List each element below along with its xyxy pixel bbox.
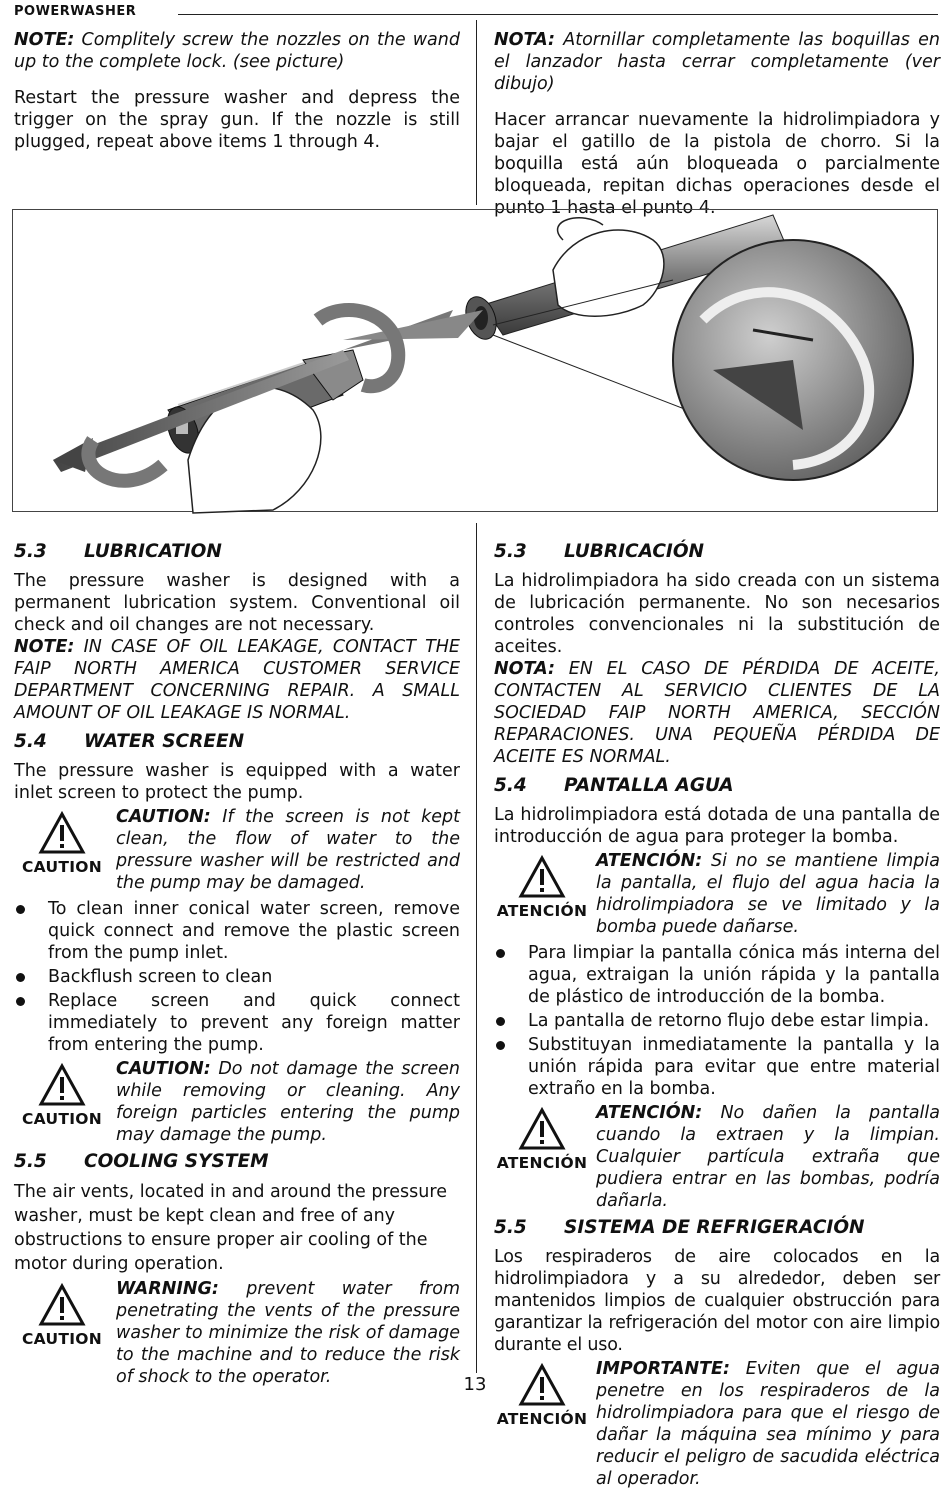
document-header: POWERWASHER	[14, 4, 137, 19]
top-left-column	[14, 29, 460, 159]
atencion-text	[596, 1102, 940, 1212]
warning-label: WARNING:	[116, 1279, 219, 1299]
note-label: NOTE:	[14, 30, 75, 50]
atencion-block	[494, 850, 940, 938]
nota-label: NOTA:	[494, 659, 555, 679]
importante-label: IMPORTANTE:	[596, 1359, 730, 1379]
atencion-icon-label: ATENCIÓN	[496, 902, 588, 920]
note-text: IN CASE OF OIL LEAKAGE, CONTACT THE FAIP NORTH AMERICA CUSTOMER SERVICE DEPARTMENT CONCERNING REPAIR. A SMALL AMOUNT OF OIL LEAKAGE IS NORMAL.	[14, 637, 460, 723]
lubrication-text: The pressure washer is designed with a permanent lubrication system. Conventional oil check and oil changes are not necessary.	[14, 571, 460, 635]
cooling-text: The air vents, located in and around the pressure washer, must be kept clean and free of any obstructions to ensure proper air cooling of the motor during operation.	[14, 1182, 447, 1274]
section-title: WATER SCREEN	[84, 731, 245, 752]
column-divider-top	[476, 20, 477, 205]
section-5-5-heading	[14, 1150, 460, 1174]
section-5-3-heading	[14, 540, 460, 564]
nozzle-screw-illustration-icon	[13, 210, 939, 513]
top-right-column	[494, 29, 940, 225]
atencion-label: ATENCIÓN:	[596, 851, 703, 871]
reiniciar-paragraph: Hacer arrancar nuevamente la hidrolimpiadora y bajar el gatillo de la pistola de chorro. Si la boquilla está aún bloqueada o parcialmente bloqueada, repitan dichas operaciones desde el punto 1 hasta el punto 4.	[494, 110, 940, 218]
warning-triangle-icon	[519, 856, 565, 898]
restart-paragraph: Restart the pressure washer and depress the trigger on the spray gun. If the nozzle is still plugged, repeat above items 1 through 4.	[14, 88, 460, 152]
left-column	[14, 534, 460, 1392]
section-number: 5.5	[14, 1151, 47, 1172]
section-number: 5.3	[14, 541, 47, 562]
caution-body: If the screen is not kept clean, the flow of water to the pressure washer will be restricted and the pump may be damaged.	[116, 807, 460, 893]
section-title: LUBRICACIÓN	[564, 541, 705, 562]
note-text: Complitely screw the nozzles on the wand up to the complete lock. (see picture)	[14, 30, 460, 72]
warning-body: prevent water from penetrating the vents of the pressure washer to minimize the risk of damage to the machine and to reduce the risk of shock to the operator.	[116, 1279, 460, 1387]
right-column	[494, 534, 940, 1494]
caution-icon-group	[14, 1064, 110, 1130]
atencion-label: ATENCIÓN:	[596, 1103, 703, 1123]
column-divider-bottom	[476, 523, 477, 1373]
caution-label: CAUTION:	[116, 807, 211, 827]
atencion-text	[596, 850, 940, 938]
caution-icon-group	[14, 812, 110, 878]
note-label: NOTE:	[14, 637, 75, 657]
section-title: COOLING SYSTEM	[84, 1151, 269, 1172]
section-title: LUBRICATION	[84, 541, 222, 562]
section-5-4-heading	[14, 730, 460, 754]
caution-icon-label: CAUTION	[21, 1110, 103, 1128]
seccion-5-3-heading	[494, 540, 940, 564]
caution-body: Do not damage the screen while removing or cleaning. Any foreign particles entering the pump may damage the pump.	[116, 1059, 460, 1145]
warning-triangle-icon	[39, 812, 85, 854]
pantalla-text: La hidrolimpiadora está dotada de una pantalla de introducción de agua para proteger la bomba.	[494, 805, 940, 847]
section-number: 5.3	[494, 541, 527, 562]
header-rule	[178, 14, 938, 15]
note-paragraph	[14, 29, 460, 73]
section-number: 5.5	[494, 1217, 527, 1238]
nota-text: Atornillar completamente las boquillas en el lanzador hasta cerrar completamente (ver dibujo)	[494, 30, 940, 94]
lubrication-note	[14, 636, 460, 724]
nota-text: EN EL CASO DE PÉRDIDA DE ACEITE, CONTACTEN AL SERVICIO CLIENTES DE LA SOCIEDAD FAIP NORTH AMERICA, SECCIÓN REPARACIONES. UNA PEQUEÑA PÉRDIDA DE ACEITE ES NORMAL.	[494, 659, 940, 767]
water-screen-list	[14, 898, 460, 1056]
nota-label: NOTA:	[494, 30, 555, 50]
caution-icon-label: CAUTION	[21, 858, 103, 876]
caution-block	[14, 806, 460, 894]
caution-block	[14, 1058, 460, 1146]
section-title: SISTEMA DE REFRIGERACIÓN	[564, 1217, 865, 1238]
list-item: Backflush screen to clean	[14, 966, 460, 988]
caution-icon-group	[14, 1284, 110, 1350]
lubricacion-text: La hidrolimpiadora ha sido creada con un sistema de lubricación permanente. No son necesarios controles convencionales ni la substitución de aceites.	[494, 571, 940, 657]
warning-text	[116, 1278, 460, 1388]
atencion-icon-label: ATENCIÓN	[496, 1154, 588, 1172]
list-item: Replace screen and quick connect immediately to prevent any foreign matter from entering the pump.	[14, 990, 460, 1056]
list-item: To clean inner conical water screen, remove quick connect and remove the plastic screen from the pump inlet.	[14, 898, 460, 964]
section-number: 5.4	[14, 731, 47, 752]
atencion-body: Si no se mantiene limpia la pantalla, el flujo del agua hacia la hidrolimpiadora se ve limitado y la bomba puede dañarse.	[596, 851, 940, 937]
water-screen-text: The pressure washer is equipped with a water inlet screen to protect the pump.	[14, 761, 460, 803]
section-number: 5.4	[494, 775, 527, 796]
lubricacion-nota	[494, 658, 940, 768]
caution-label: CAUTION:	[116, 1059, 211, 1079]
page-number: 13	[463, 1374, 487, 1395]
section-title: PANTALLA AGUA	[564, 775, 734, 796]
atencion-block	[494, 1102, 940, 1212]
refrigeracion-text: Los respiraderos de aire colocados en la hidrolimpiadora y a su alrededor, deben ser mantenidos limpios de cualquier obstrucción para garantizar la refrigeración del motor con aire limpio durante el uso.	[494, 1247, 940, 1355]
atencion-icon-group	[494, 856, 590, 922]
list-item: Para limpiar la pantalla cónica más interna del agua, extraigan la unión rápida y la pantalla de plástico de introducción de la bomba.	[494, 942, 940, 1008]
nozzle-illustration	[12, 209, 938, 512]
seccion-5-4-heading	[494, 774, 940, 798]
warning-triangle-icon	[39, 1284, 85, 1326]
nota-paragraph	[494, 29, 940, 95]
atencion-body: No dañen la pantalla cuando la extraen y la limpian. Cualquier partícula extraña que pudiera entrar en las bombas, podría dañarla.	[596, 1103, 940, 1211]
warning-block	[14, 1278, 460, 1388]
seccion-5-5-heading	[494, 1216, 940, 1240]
caution-icon-label: CAUTION	[21, 1330, 103, 1348]
atencion-icon-group	[494, 1108, 590, 1174]
warning-triangle-icon	[519, 1108, 565, 1150]
list-item: La pantalla de retorno flujo debe estar limpia.	[494, 1010, 940, 1032]
atencion-icon-label: ATENCIÓN	[496, 1410, 588, 1428]
caution-text	[116, 806, 460, 894]
warning-triangle-icon	[39, 1064, 85, 1106]
importante-body: Eviten que el agua penetre en los respiraderos de la hidrolimpiadora para que el riesgo de dañar la máquina sea mínimo y para reducir el peligro de sacudida eléctrica al operador.	[596, 1359, 940, 1489]
pantalla-list	[494, 942, 940, 1100]
caution-text	[116, 1058, 460, 1146]
list-item: Substituyan inmediatamente la pantalla y la unión rápida para evitar que entre material extraño en la bomba.	[494, 1034, 940, 1100]
